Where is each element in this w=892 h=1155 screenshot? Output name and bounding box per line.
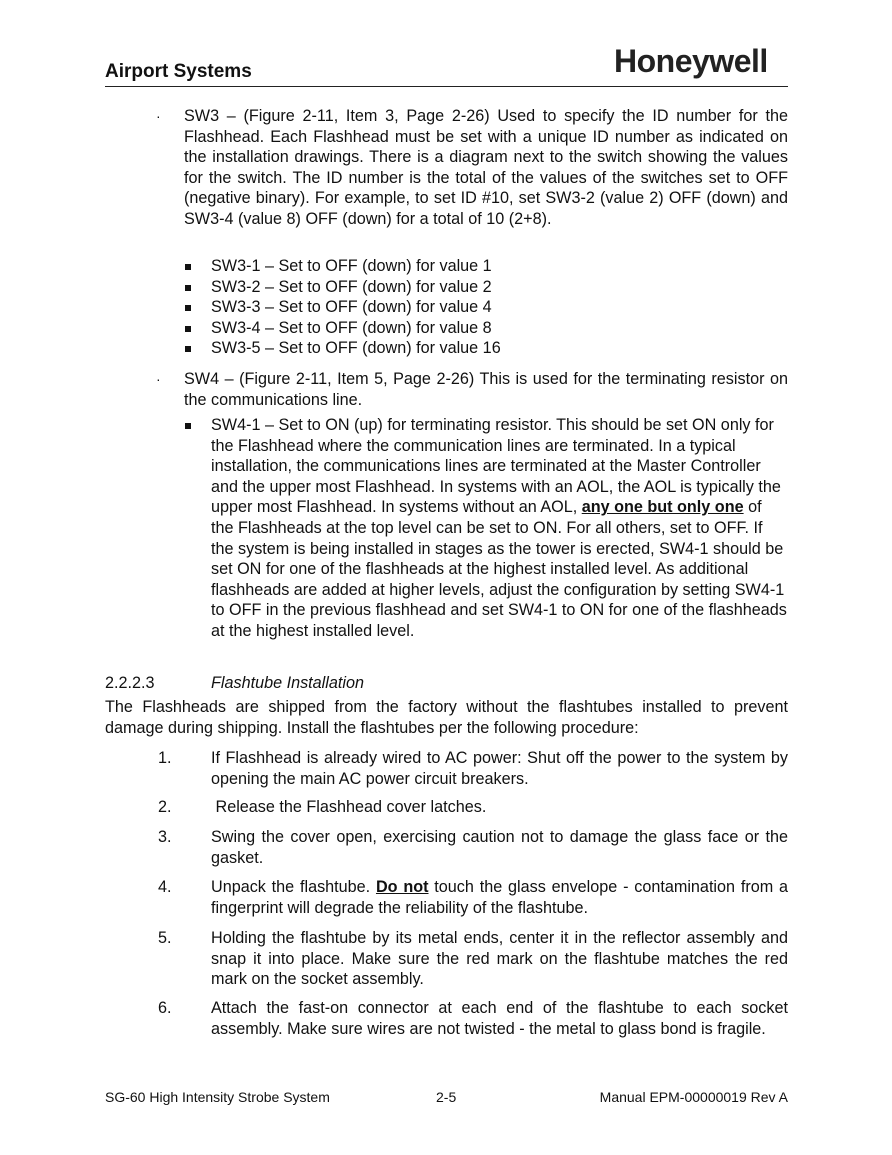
sw4-item-1 [211,415,788,642]
sw4-paragraph: SW4 – (Figure 2-11, Item 5, Page 2-26) This is used for the terminating resistor on the communications line. [184,370,788,409]
step-4-emphasis: Do not [375,878,429,896]
section-intro: The Flashheads are shipped from the factory without the flashtubes installed to prevent damage during shipping. Install the flashtubes per the following procedure: [105,698,788,737]
sw4-bullet: · [156,371,161,387]
step-6-text: Attach the fast-on connector at each end of the flashtube to each socket assembly. Make sure wires are not twisted - the metal to glass bond is fragile. [211,999,788,1038]
honeywell-logo: Honeywell [614,43,768,79]
step-4-text-a: Unpack the flashtube. [211,878,376,896]
sw3-item-1: SW3-1 – Set to OFF (down) for value 1 [211,257,492,275]
step-4-number: 4. [158,878,172,896]
step-4-text [211,877,788,918]
page-header-title: Airport Systems [105,61,252,82]
sw3-item-2: SW3-2 – Set to OFF (down) for value 2 [211,278,492,296]
step-3-number: 3. [158,828,172,846]
sw4-item-1-text-b: of the Flashheads at the top level can be set to ON. For all others, set to OFF. If the system is being installed in stages as the tower is erected, SW4-1 should be set ON for one of the flashheads at the highest installed level. As additional flashheads are added at higher levels, adjust the configuration by setting SW4-1 to OFF in the previous flashhead and set SW4-1 to ON for one of the flashheads at the highest installed level. [211,498,787,640]
sw4-item-1-bullet [185,423,191,429]
sw3-item-5: SW3-5 – Set to OFF (down) for value 16 [211,339,501,357]
sw4-item-1-text-a: SW4-1 – Set to ON (up) for terminating resistor. This should be set ON only for the Flashhead where the communication lines are terminated. In a typical installation, the communications lines are terminated at the Master Controller and the upper most Flashhead. In systems with an AOL, the AOL is typically the upper most Flashhead. In systems without an AOL, [211,416,781,517]
sw3-item-4-bullet [185,326,191,332]
step-1-number: 1. [158,749,172,767]
footer-right: Manual EPM-00000019 Rev A [599,1089,788,1105]
footer-page-number: 2-5 [436,1089,457,1105]
header-divider [105,86,788,87]
sw3-item-3: SW3-3 – Set to OFF (down) for value 4 [211,298,492,316]
sw3-item-4: SW3-4 – Set to OFF (down) for value 8 [211,319,492,337]
sw3-item-5-bullet [185,346,191,352]
step-5-number: 5. [158,929,172,947]
sw3-item-3-bullet [185,305,191,311]
step-2-number: 2. [158,798,172,816]
sw3-item-2-bullet [185,285,191,291]
step-5-text: Holding the flashtube by its metal ends, center it in the reflector assembly and snap it into place. Make sure the red mark on the flashtube matches the red mark on the socket assembly. [211,929,788,989]
sw3-paragraph: SW3 – (Figure 2-11, Item 3, Page 2-26) Used to specify the ID number for the Flashhead. Each Flashhead must be set with a unique ID number as indicated on the installation drawings. There is a diagram next to the switch showing the values for the switch. The ID number is the total of the values of the switches set to OFF (negative binary). For example, to set ID #10, set SW3-2 (value 2) OFF (down) and SW3-4 (value 8) OFF (down) for a total of 10 (2+8). [184,107,788,228]
step-3-text: Swing the cover open, exercising caution not to damage the glass face or the gasket. [211,828,788,867]
section-title: Flashtube Installation [211,674,364,692]
step-4-text-b: touch the glass envelope - contamination from a fingerprint will degrade the reliability of the flashtube. [211,878,788,917]
step-1-text: If Flashhead is already wired to AC power: Shut off the power to the system by opening the main AC power circuit breakers. [211,749,788,788]
step-6-number: 6. [158,999,172,1017]
sw3-bullet: · [156,108,161,124]
sw4-item-1-emphasis: any one but only one [581,498,744,517]
sw3-item-1-bullet [185,264,191,270]
section-number: 2.2.2.3 [105,674,155,692]
footer-left: SG-60 High Intensity Strobe System [105,1089,330,1105]
step-2-text: Release the Flashhead cover latches. [211,798,487,816]
section-heading [105,673,788,694]
